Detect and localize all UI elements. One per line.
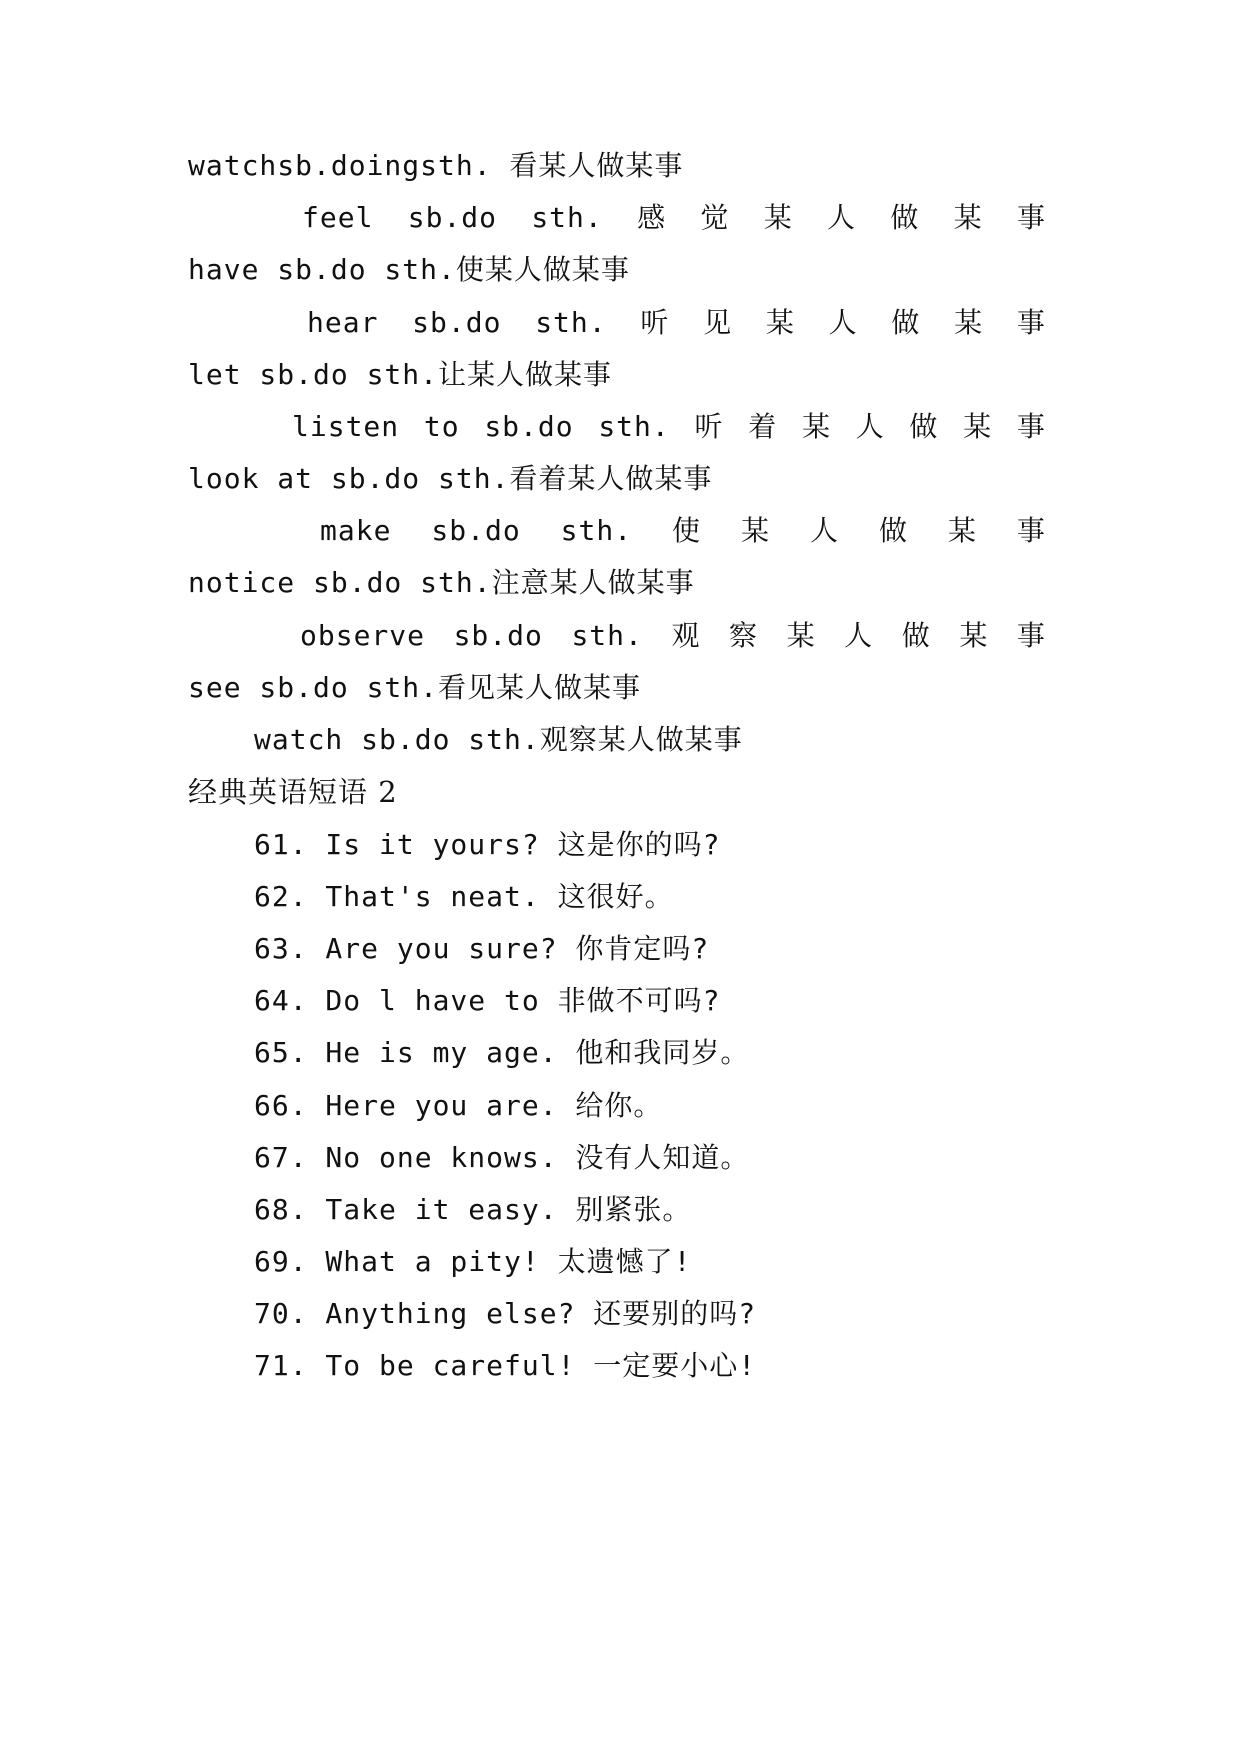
word: 某 <box>786 619 816 652</box>
phrase-item-69: 69. What a pity! 太遗憾了! <box>254 1245 692 1278</box>
word: 某 <box>947 514 977 547</box>
phrase-line-listen <box>292 407 1046 447</box>
phrase-line-watch-doing: watchsb.doingsth. 看某人做某事 <box>188 149 684 182</box>
phrase-line-have: have sb.do sth.使某人做某事 <box>188 253 630 286</box>
word: sth. <box>560 514 633 547</box>
word: 某 <box>963 410 993 443</box>
word: 事 <box>1016 410 1046 443</box>
phrase-line-let: let sb.do sth.让某人做某事 <box>188 358 613 391</box>
word: sb.do <box>431 514 521 547</box>
word: 某 <box>954 306 984 339</box>
word: sb.do <box>412 306 502 339</box>
phrase-item-62: 62. That's neat. 这很好。 <box>254 880 674 913</box>
word: sth. <box>531 201 603 234</box>
word: make <box>320 514 392 547</box>
phrase-item-68: 68. Take it easy. 别紧张。 <box>254 1193 692 1226</box>
word: 人 <box>809 514 839 547</box>
word: sb.do <box>453 619 543 652</box>
word: 某 <box>801 410 831 443</box>
word: to <box>423 410 460 443</box>
word: 观 <box>671 619 701 652</box>
word: 事 <box>1016 619 1046 652</box>
phrase-item-71: 71. To be careful! 一定要小心! <box>254 1349 757 1382</box>
word: sth. <box>571 619 643 652</box>
phrase-line-notice: notice sb.do sth.注意某人做某事 <box>188 566 695 599</box>
word: 察 <box>729 619 759 652</box>
word: observe <box>300 619 426 652</box>
word: 人 <box>828 306 858 339</box>
phrase-line-look-at: look at sb.do sth.看着某人做某事 <box>188 462 713 495</box>
word: 听 <box>640 306 670 339</box>
word: 事 <box>1016 306 1046 339</box>
word: 做 <box>891 306 921 339</box>
word: 听 <box>694 410 724 443</box>
word: 做 <box>901 619 931 652</box>
word: 做 <box>909 410 939 443</box>
phrase-item-65: 65. He is my age. 他和我同岁。 <box>254 1036 750 1069</box>
section-heading: 经典英语短语 2 <box>188 775 398 809</box>
phrase-item-70: 70. Anything else? 还要别的吗? <box>254 1297 757 1330</box>
word: 某 <box>741 514 771 547</box>
word: sb.do <box>407 201 498 234</box>
phrase-line-observe <box>300 616 1046 656</box>
word: 感 <box>637 201 667 234</box>
word: sth. <box>598 410 670 443</box>
phrase-line-hear <box>307 303 1046 343</box>
word: 某 <box>763 201 793 234</box>
word: sth. <box>535 306 607 339</box>
word: 觉 <box>700 201 730 234</box>
word: 某 <box>959 619 989 652</box>
word: 使 <box>672 514 702 547</box>
phrase-line-see: see sb.do sth.看见某人做某事 <box>188 671 642 704</box>
word: 着 <box>748 410 778 443</box>
phrase-item-67: 67. No one knows. 没有人知道。 <box>254 1141 750 1174</box>
phrase-item-61: 61. Is it yours? 这是你的吗? <box>254 828 721 861</box>
word: hear <box>307 306 379 339</box>
phrase-line-make <box>320 511 1046 551</box>
word: 人 <box>827 201 857 234</box>
word: 某 <box>953 201 983 234</box>
word: feel <box>302 201 374 234</box>
word: 人 <box>855 410 885 443</box>
word: listen <box>292 410 400 443</box>
word: 做 <box>890 201 920 234</box>
word: 人 <box>844 619 874 652</box>
word: 见 <box>703 306 733 339</box>
phrase-item-66: 66. Here you are. 给你。 <box>254 1089 663 1122</box>
phrase-item-64: 64. Do l have to 非做不可吗? <box>254 984 721 1017</box>
word: 事 <box>1016 514 1046 547</box>
word: 事 <box>1016 201 1046 234</box>
word: sb.do <box>484 410 574 443</box>
word: 某 <box>765 306 795 339</box>
phrase-item-63: 63. Are you sure? 你肯定吗? <box>254 932 710 965</box>
phrase-line-watch: watch sb.do sth.观察某人做某事 <box>254 723 743 756</box>
phrase-line-feel <box>302 198 1046 238</box>
word: 做 <box>878 514 908 547</box>
